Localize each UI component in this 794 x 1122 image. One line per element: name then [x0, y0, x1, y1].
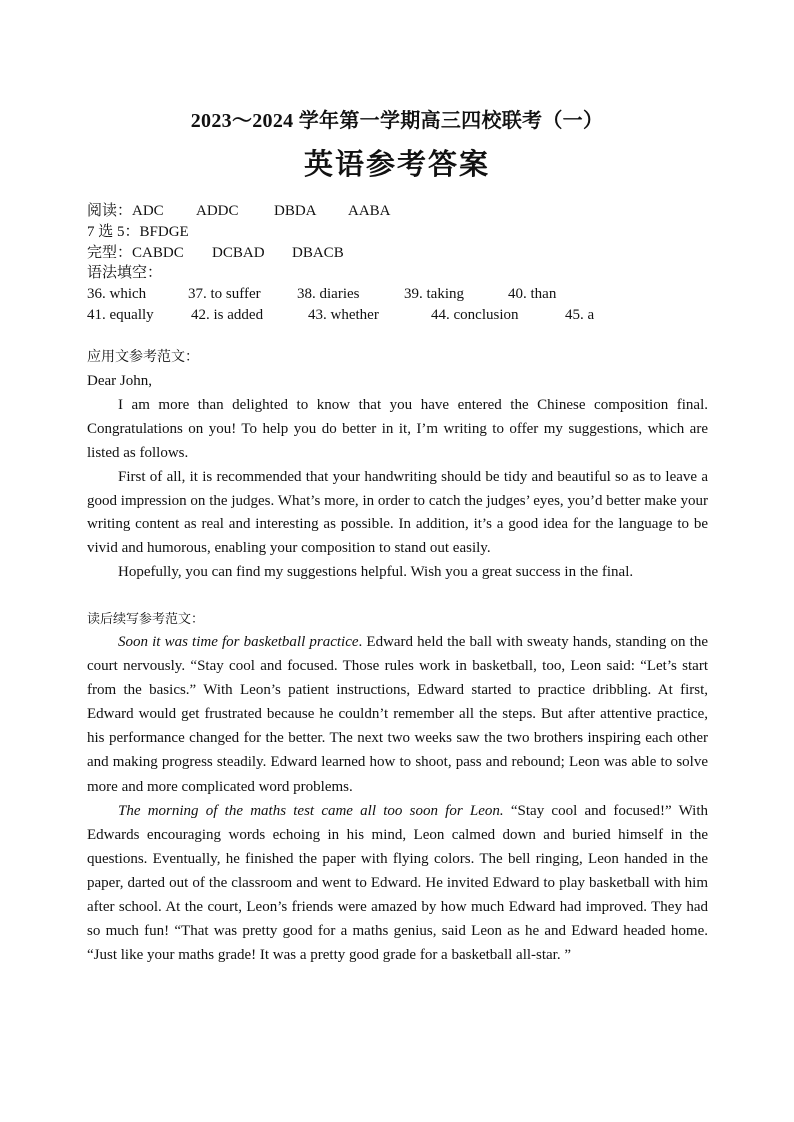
grammar-answer: 45. a [565, 306, 595, 323]
applied-writing-label: 应用文参考范文： [87, 350, 199, 365]
grammar-label: 语法填空： [87, 265, 163, 282]
grammar-answer: 38. diaries [297, 286, 360, 303]
seven-choose-five-value: BFDGE [139, 223, 189, 240]
reading-group: DBDA [274, 203, 317, 219]
continuation-writing-label: 读后续写参考范文： [87, 611, 205, 626]
seven-choose-five-label: 7 选 5： [87, 223, 140, 240]
cloze-label: 完型： [87, 244, 133, 261]
letter-paragraph: I am more than delighted to know that you have entered the Chinese composition final. Congratulations on you! To help you do better in it, I’m writing to offer my suggestions, which are listed as follows. [87, 396, 708, 461]
story-lead-sentence: Soon it was time for basketball practice [118, 634, 359, 650]
cloze-answers [87, 243, 717, 264]
cloze-group: CABDC [132, 244, 184, 261]
grammar-label-row [87, 263, 717, 284]
continuation-writing-sample [87, 630, 708, 967]
reading-label: 阅读： [87, 203, 133, 219]
grammar-answer: 36. which [87, 286, 147, 303]
reading-group: ADDC [196, 203, 239, 219]
grammar-answer: 39. taking [404, 286, 464, 303]
letter-paragraph: First of all, it is recommended that your handwriting should be tidy and beautiful so as to leave a good impression on the judges. What’s more, in order to catch the judges’ eyes, you’d better make your writing content as real and interesting as possible. In addition, it’s a good idea for the language to be vivid and humorous, enabling your composition to stand out easily. [87, 468, 708, 557]
grammar-row-2 [87, 305, 717, 326]
reading-group: AABA [348, 203, 391, 219]
grammar-answer: 44. conclusion [431, 306, 519, 323]
letter-salutation: Dear John, [87, 373, 152, 389]
story-paragraph-2 [87, 799, 708, 968]
cloze-group: DCBAD [212, 244, 265, 261]
answer-block [87, 201, 717, 326]
story-lead-sentence: The morning of the maths test came all too soon for Leon. [118, 802, 504, 819]
exam-title: 2023～2024 学年第一学期高三四校联考（一） [190, 110, 604, 132]
story-paragraph-1 [87, 630, 708, 799]
grammar-answer: 41. equally [87, 306, 154, 323]
story-paragraph-text: “Stay cool and focused!” With Edwards encouraging words echoing in his mind, Leon calmed down and buried himself in the questions. Eventually, he finished the paper with flying colors. The bell ringing, Leon handed in the paper, darted out of the classroom and went to Edward. He invited Edward to play basketball with him after school. At the court, Leon’s friends were amazed by how much Edward had improved. They had so much fun! “That was pretty good for a maths genius, said Leon as he and Edward headed home. “Just like your maths grade! It was a pretty good grade for a basketball all-star. ” [87, 802, 709, 964]
reading-answers [87, 201, 717, 222]
document-title: 英语参考答案 [303, 149, 490, 181]
cloze-group: DBACB [292, 244, 344, 261]
grammar-answer: 43. whether [308, 306, 379, 323]
grammar-answer: 40. than [508, 286, 557, 303]
grammar-answer: 37. to suffer [188, 286, 261, 303]
applied-writing-sample [87, 370, 708, 585]
seven-choose-five-answers [87, 222, 717, 243]
story-paragraph-text: . Edward held the ball with sweaty hands, standing on the court nervously. “Stay cool and focused. Those rules work in basketball, too, Leon said: “Let’s start from the basics.” With Leon’s patient instructions, Edward started to practice dribbling. At first, Edward would get frustrated because he couldn’t remember all the steps. But after attentive practice, his performance changed for the better. The next two weeks saw the two brothers inspiring each other and making progress steadily. Edward learned how to shoot, pass and rebound; Leon was able to solve more and more complicated word problems. [87, 634, 708, 795]
letter-paragraph: Hopefully, you can find my suggestions helpful. Wish you a great success in the final. [118, 564, 634, 581]
reading-group: ADC [132, 203, 164, 219]
grammar-answer: 42. is added [191, 306, 264, 323]
grammar-row-1 [87, 284, 717, 305]
